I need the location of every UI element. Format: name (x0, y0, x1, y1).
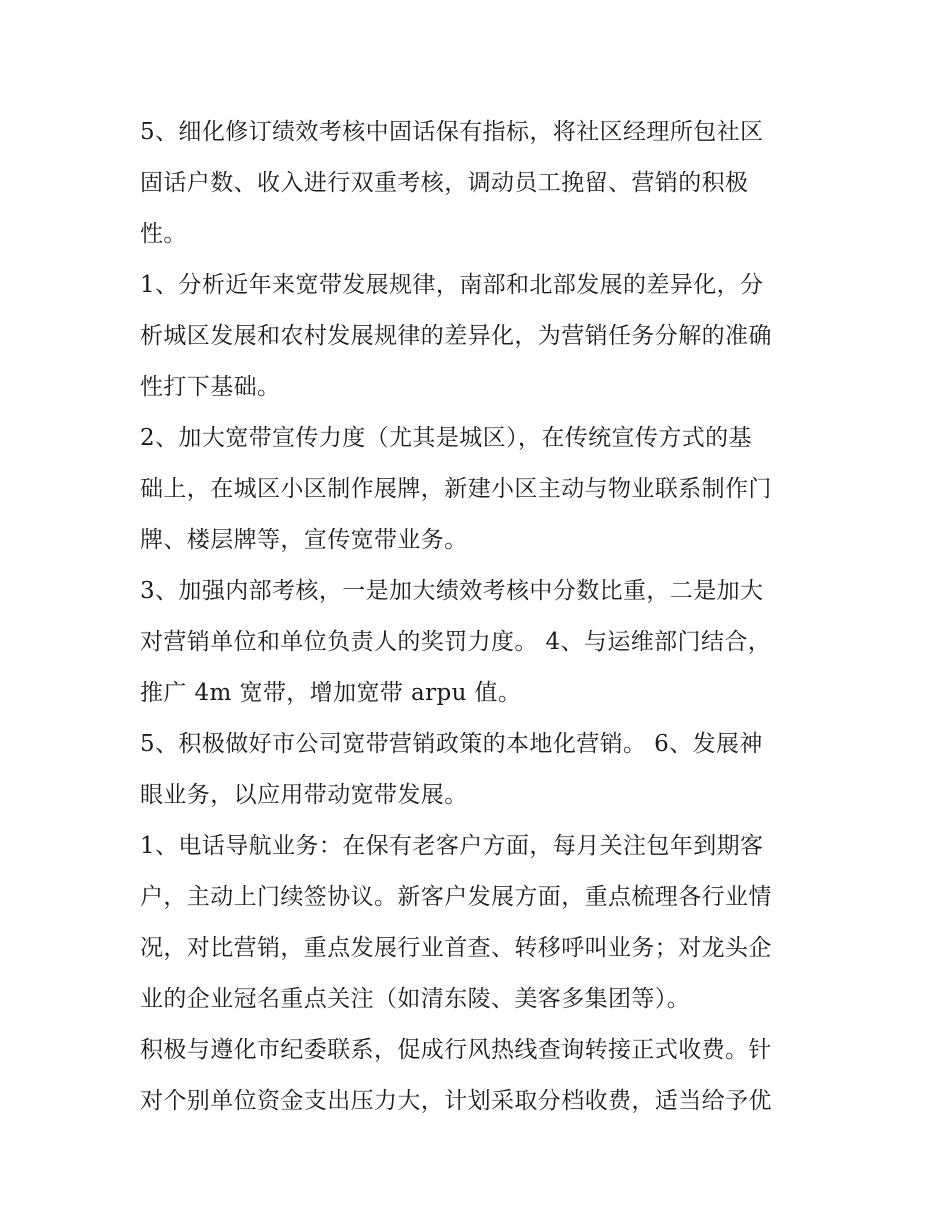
text-line: 2、加大宽带宣传力度（尤其是城区），在传统宣传方式的基 (140, 425, 752, 451)
document-body (140, 107, 820, 1127)
text-line: 对个别单位资金支出压力大，计划采取分档收费，适当给予优 (140, 1088, 772, 1114)
text-line: 1、电话导航业务：在保有老客户方面，每月关注包年到期客 (140, 833, 764, 859)
text-line: 眼业务，以应用带动宽带发展。 (140, 782, 468, 808)
text-line: 况，对比营销，重点发展行业首查、转移呼叫业务；对龙头企 (140, 935, 772, 961)
paragraph-broadband-analysis (140, 260, 820, 413)
paragraph-phone-navigation (140, 821, 820, 1025)
paragraph-internal-assessment (140, 566, 820, 719)
text-line: 推广 4m 宽带，增加宽带 arpu 值。 (140, 680, 522, 706)
text-line: 3、加强内部考核，一是加大绩效考核中分数比重，二是加大 (140, 578, 764, 604)
text-line: 固话户数、收入进行双重考核，调动员工挽留、营销的积极 (140, 170, 749, 196)
text-line: 牌、楼层牌等，宣传宽带业务。 (140, 527, 468, 553)
text-line: 础上，在城区小区制作展牌，新建小区主动与物业联系制作门 (140, 476, 772, 502)
text-line: 1、分析近年来宽带发展规律，南部和北部发展的差异化，分 (140, 272, 764, 298)
text-line: 5、积极做好市公司宽带营销政策的本地化营销。 6、发展神 (140, 731, 763, 757)
text-line: 5、细化修订绩效考核中固话保有指标，将社区经理所包社区 (140, 119, 764, 145)
text-line: 性打下基础。 (140, 374, 281, 400)
text-line: 户，主动上门续签协议。新客户发展方面，重点梳理各行业情 (140, 884, 772, 910)
paragraph-fixed-line-retention (140, 107, 820, 260)
text-line: 对营销单位和单位负责人的奖罚力度。 4、与运维部门结合， (140, 629, 772, 655)
text-line: 析城区发展和农村发展规律的差异化，为营销任务分解的准确 (140, 323, 772, 349)
text-line: 积极与遵化市纪委联系，促成行风热线查询转接正式收费。针 (140, 1037, 772, 1063)
text-line: 业的企业冠名重点关注（如清东陵、美客多集团等）。 (140, 986, 691, 1012)
text-line: 性。 (140, 221, 187, 247)
paragraph-localized-marketing (140, 719, 820, 821)
paragraph-hotline-charging (140, 1025, 820, 1127)
paragraph-broadband-promotion (140, 413, 820, 566)
